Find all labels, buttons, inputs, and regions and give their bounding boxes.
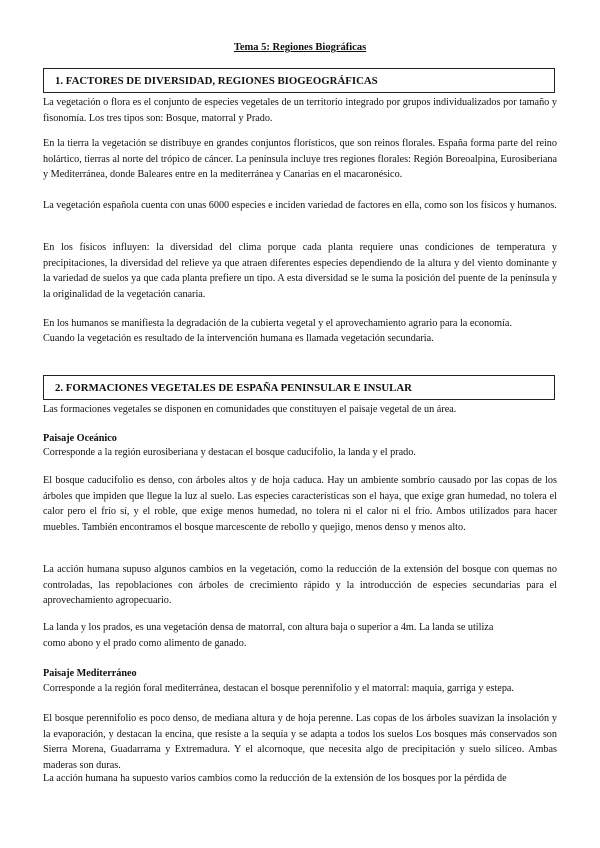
mediterraneo-subtitle: Paisaje Mediterráneo: [43, 668, 137, 679]
mediterraneo-paragraph-1: Corresponde a la región foral mediterránea, destacan el bosque perennifolio y el matorral: maquia, garriga y estepa.: [43, 683, 514, 694]
section-1-paragraph-3: La vegetación española cuenta con unas 6000 especies e inciden variedad de factores en ella, como son los físicos y humanos.: [43, 200, 557, 211]
mediterraneo-paragraph-2: El bosque perennifolio es poco denso, de mediana altura y de hoja perenne. Las copas de los árboles suavizan la insolación y la evaporación, y destacan la encina, que resiste a la sequía y se adapta a todos los suelos Los bosques más conservados son Sierra Morena, Guadarrama y Extremadura. Y el alcornoque, que necesita algo de precipitación y suelo silíceo. Ambas maderas son duras.: [43, 713, 557, 771]
oceanico-paragraph-1: Corresponde a la región eurosiberiana y destacan el bosque caducifolio, la landa y el prado.: [43, 447, 416, 458]
section-1-heading: 1. FACTORES DE DIVERSIDAD, REGIONES BIOGEOGRÁFICAS: [43, 68, 555, 93]
section-1-paragraph-1: La vegetación o flora es el conjunto de especies vegetales de un territorio integrado por grupos individualizados por tamaño y fisonomía. Los tres tipos son: Bosque, matorral y Prado.: [43, 97, 557, 124]
document-title: Tema 5: Regiones Biográficas: [233, 42, 367, 53]
oceanico-paragraph-3: La acción humana supuso algunos cambios en la vegetación, como la reducción de la extensión del bosque con quemas no controladas, las repoblaciones con árboles de crecimiento rápido y la introducción de especies secundarias para el aprovechamiento agropecuario.: [43, 564, 557, 607]
oceanico-paragraph-2: El bosque caducifolio es denso, con árboles altos y de hoja caduca. Hay un ambiente sombrío causado por las copas de los árboles que impiden que llegue la luz al suelo. Las especies características son el haya, que exige gran humedad, no tolera el calor pero el frío sí, y el roble, que exige menos humedad, no tolera ni el calor ni el frío. Ambos utilizados para hacer muebles. También encontramos el bosque marcescente de rebollo y quejigo, menos denso y menos alto.: [43, 475, 557, 533]
section-2-intro: Las formaciones vegetales se disponen en comunidades que constituyen el paisaje vegetal de un área.: [43, 404, 457, 415]
section-1-paragraph-2: En la tierra la vegetación se distribuye en grandes conjuntos florísticos, que son reinos florales. España forma parte del reino holártico, tierras al norte del trópico de cáncer. La península incluye tres regiones florales: Región Boreoalpina, Eurosiberiana y Mediterránea, donde Baleares entre en la mediterránea y Canarias en el macaronésico.: [43, 138, 557, 181]
section-1-paragraph-5a: En los humanos se manifiesta la degradación de la cubierta vegetal y el aprovechamiento agrario para la economía.: [43, 318, 512, 329]
section-1-paragraph-4: En los físicos influyen: la diversidad del clima porque cada planta requiere unas condiciones de temperatura y precipitaciones, la diversidad del relieve ya que atraen diferentes especies dependiendo de la altura y del viento dominante y la variedad de suelos ya que cada planta prefiere un tipo. A esta diversidad se le suma la posición del puente de la península y la originalidad de la vegetación canaria.: [43, 242, 557, 300]
section-1-paragraph-5b: Cuando la vegetación es resultado de la intervención humana es llamada vegetación secundaria.: [43, 333, 434, 344]
oceanico-paragraph-4a: La landa y los prados, es una vegetación densa de matorral, con altura baja o superior a 4m. La landa se utiliza: [43, 622, 494, 633]
oceanico-paragraph-4b: como abono y el prado como alimento de ganado.: [43, 638, 247, 649]
oceanico-subtitle: Paisaje Oceánico: [43, 433, 117, 444]
mediterraneo-paragraph-3: La acción humana ha supuesto varios cambios como la reducción de la extensión de los bosques por la pérdida de: [43, 773, 507, 784]
section-2-heading: 2. FORMACIONES VEGETALES DE ESPAÑA PENINSULAR E INSULAR: [43, 375, 555, 400]
